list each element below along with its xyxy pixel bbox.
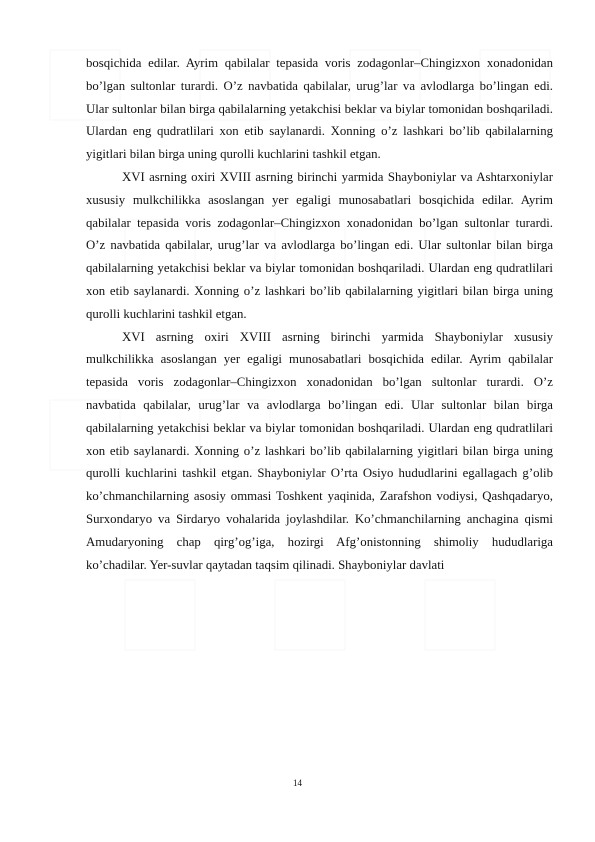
paragraph-1: bosqichida edilar. Ayrim qabilalar tepasida voris zodagonlar–Chingizxon xonadonidan bo’lgan sultonlar turardi. O’z navbatida qabilalar, urug’lar va avlodlarga bo’lingan edi. Ular sultonlar bilan birga qabilalarning yetakchisi beklar va biylar tomonidan boshqariladi. Ulardan eng qudratlilari xon etib saylanardi. Xonning o’z lashkari bo’lib qabilalarning yigitlari bilan birga uning qurolli kuchlarini tashkil etgan. xyxy=(86,56,553,162)
paragraph-3: XVI asrning oxiri XVIII asrning birinchi yarmida Shayboniylar xususiy mulkchilikka asoslangan yer egaligi munosabatlari bosqichida edilar. Ayrim qabilalar tepasida voris zodagonlar–Chingizxon xonadonidan bo’lgan sultonlar turardi. O’z navbatida qabilalar, urug’lar va avlodlarga bo’lingan edi. Ular sultonlar bilan birga qabilalarning yetakchisi beklar va biylar tomonidan boshqariladi. Ulardan eng qudratlilari xon etib saylanardi. Xonning o’z lashkari bo’lib qabilalarning yigitlari bilan birga uning qurolli kuchlarini tashkil etgan. Shayboniylar O’rta Osiyo hududlarini egallagach g’olib ko’chmanchilarning asosiy ommasi Toshkent yaqinida, Zarafshon vodiysi, Qashqadaryo, Surxondaryo va Sirdaryo vohalarida joylashdilar. Ko’chmanchilarning anchagina qismi Amudaryoning chap qirg’og’iga, hozirgi Afg’onistonning shimoliy hududlariga ko’chadilar. Yer-suvlar qaytadan taqsim qilinadi. Shayboniylar davlati xyxy=(86,329,553,572)
body-text xyxy=(86,52,553,576)
page-number: 14 xyxy=(293,778,302,788)
paragraph-2: XVI asrning oxiri XVIII asrning birinchi yarmida Shayboniylar va Ashtarxoniylar xususiy mulkchilikka asoslangan yer egaligi munosabatlari bosqichida edilar. Ayrim qabilalar tepasida voris zodagonlar–Chingizxon xonadonidan bo’lgan sultonlar turardi. O’z navbatida qabilalar, urug’lar va avlodlarga bo’lingan edi. Ular sultonlar bilan birga qabilalarning yetakchisi beklar va biylar tomonidan boshqariladi. Ulardan eng qudratlilari xon etib saylanardi. Xonning o’z lashkari bo’lib qabilalarning yigitlari bilan birga uning qurolli kuchlarini tashkil etgan. xyxy=(86,169,553,321)
